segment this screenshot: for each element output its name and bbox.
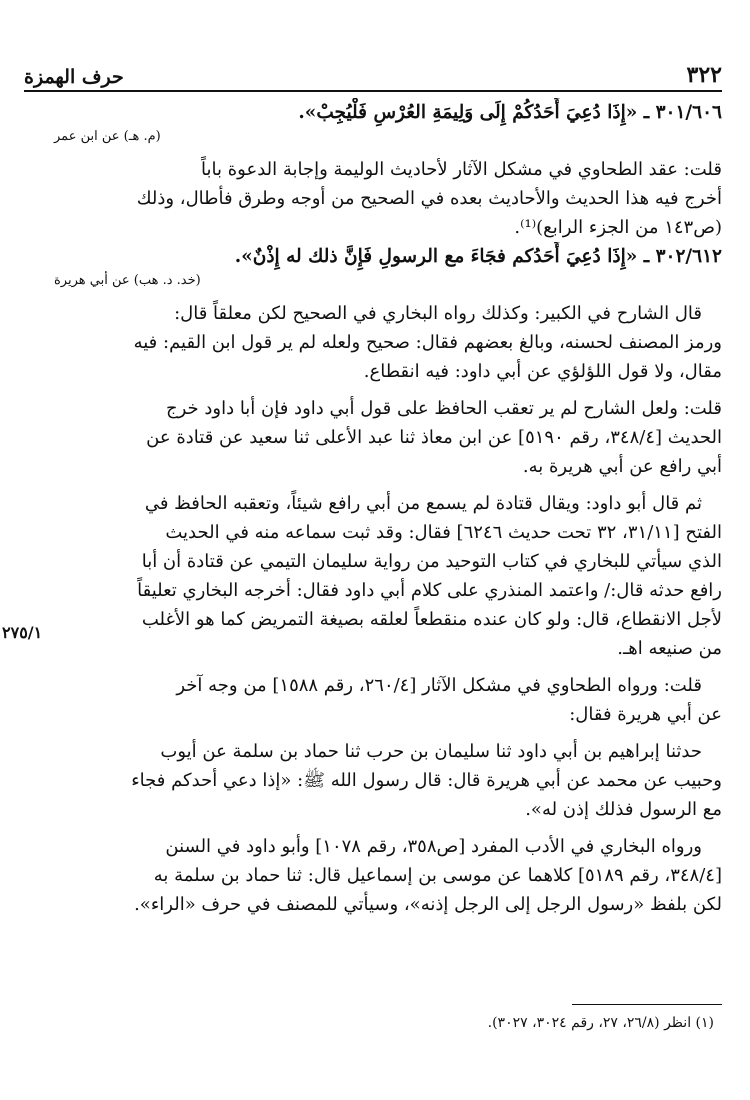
text-line: الفتح [٣١/١١، ٣٢ تحت حديث ٦٢٤٦] فقال: وقد ثبت سماعه منه في الحديث	[165, 522, 722, 543]
text-line: من صنيعه اهـ.	[617, 638, 722, 659]
text-line: رافع حدثه قال:/ واعتمد المنذري على كلام أبي داود فقال: أخرجه البخاري تعليقاً	[137, 580, 722, 601]
paragraph-gap	[24, 481, 722, 489]
text-line: [٣٤٨/٤، رقم ٥١٨٩] كلاهما عن موسى بن إسماعيل قال: ثنا حماد بن سلمة به	[153, 865, 722, 886]
text-line: أخرج فيه هذا الحديث والأحاديث بعده في الصحيح من أوجه وطرق فأطال، وذلك	[136, 188, 722, 209]
text-line: لكن بلفظ «رسول الرجل إلى الرجل إذنه»، وسيأتي للمصنف في حرف «الراء».	[134, 894, 722, 915]
chapter-title: حرف الهمزة	[24, 66, 124, 88]
text-line: مع الرسول فذلك إذن له».	[525, 799, 722, 820]
hadith-heading: ٣٠٢/٦١٢ ـ «إِذَا دُعِيَ أَحَدُكم فجَاءَ مع الرسولِ فَإِنَّ ذلك له إِذْنٌ».	[234, 246, 722, 267]
hadith-source: (م. هـ) عن ابن عمر	[54, 129, 161, 144]
text-line: حدثنا إبراهيم بن أبي داود ثنا سليمان بن حرب ثنا حماد بن سلمة عن أيوب	[160, 741, 702, 762]
text-line: ورواه البخاري في الأدب المفرد [ص٣٥٨، رقم ١٠٧٨] وأبو داود في السنن	[165, 836, 702, 857]
text-line: الحديث [٣٤٨/٤، رقم ٥١٩٠] عن ابن معاذ ثنا عبد الأعلى ثنا سعيد عن قتادة عن	[146, 427, 722, 448]
hadith-source: (خد. د. هب) عن أبي هريرة	[54, 273, 201, 288]
paragraph-gap	[24, 663, 722, 671]
text-line: مقال، ولا قول اللؤلؤي عن أبي داود: فيه انقطاع.	[363, 361, 722, 382]
text-line: الذي سيأتي للبخاري في كتاب التوحيد من رواية سليمان التيمي عن قتادة أن أبا	[141, 551, 722, 572]
paragraph-gap	[24, 729, 722, 737]
paragraph-gap	[24, 824, 722, 832]
paragraph-gap	[24, 291, 722, 299]
text-line: أبي رافع عن أبي هريرة به.	[522, 456, 722, 477]
text-line: (ص١٤٣ من الجزء الرابع)⁽¹⁾.	[514, 217, 722, 238]
hadith-heading: ٣٠١/٦٠٦ ـ «إِذَا دُعِيَ أَحَدُكُمْ إِلَى وَلِيمَةِ العُرْسِ فَلْيُجِبْ».	[298, 102, 722, 123]
body-text	[24, 98, 722, 919]
text-line: قلت: ورواه الطحاوي في مشكل الآثار [٢٦٠/٤، رقم ١٥٨٨] من وجه آخر	[176, 675, 702, 696]
margin-reference: ٢٧٥/١	[2, 623, 43, 642]
text-line: عن أبي هريرة فقال:	[569, 704, 722, 725]
header-rule	[24, 90, 722, 92]
text-line: قلت: ولعل الشارح لم ير تعقب الحافظ على قول أبي داود فإن أبا داود خرج	[165, 398, 722, 419]
text-line: ورمز المصنف لحسنه، وبالغ بعضهم فقال: صحيح ولعله لم ير قول ابن القيم: فيه	[133, 332, 722, 353]
page-number: ٣٢٢	[686, 62, 722, 88]
text-line: لأجل الانقطاع، قال: ولو كان عنده منقطعاً لعلقه بصيغة التمريض كما هو الأغلب	[141, 609, 722, 630]
text-line: قلت: عقد الطحاوي في مشكل الآثار لأحاديث الوليمة وإجابة الدعوة باباً	[201, 159, 722, 180]
paragraph-gap	[24, 386, 722, 394]
paragraph-gap	[24, 147, 722, 155]
footnote: (١) انظر (٢٦/٨، ٢٧، رقم ٣٠٢٤، ٣٠٢٧).	[487, 1015, 714, 1031]
text-line: ثم قال أبو داود: ويقال قتادة لم يسمع من أبي رافع شيئاً، وتعقبه الحافظ في	[144, 493, 702, 514]
running-header	[24, 56, 722, 88]
footnote-rule	[572, 1004, 722, 1005]
text-line: قال الشارح في الكبير: وكذلك رواه البخاري في الصحيح لكن معلقاً قال:	[174, 303, 702, 324]
text-line: وحبيب عن محمد عن أبي هريرة قال: قال رسول الله ﷺ: «إذا دعي أحدكم فجاء	[131, 770, 722, 791]
